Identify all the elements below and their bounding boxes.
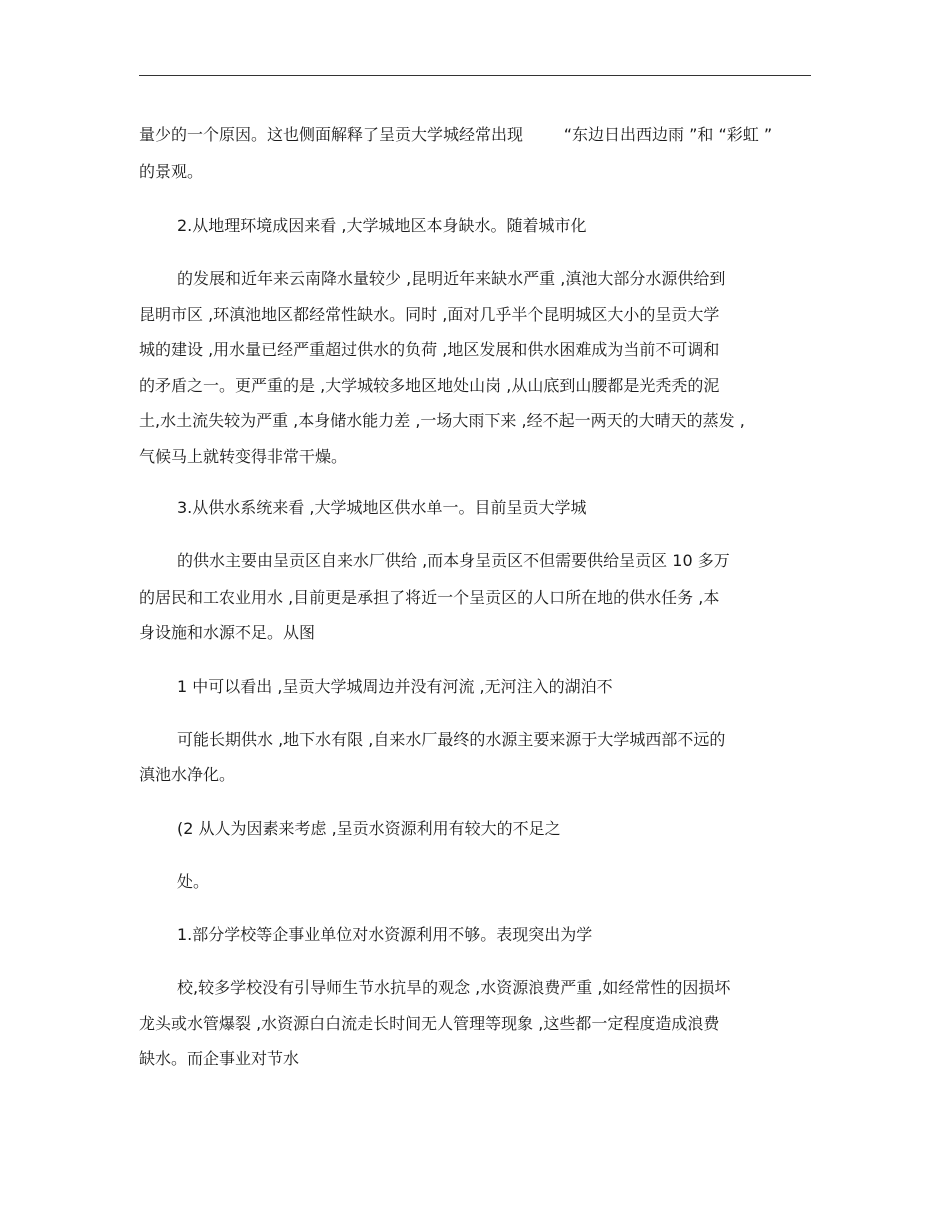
text-line: 城的建设 ,用水量已经严重超过供水的负荷 ,地区发展和供水困难成为当前不可调和 bbox=[139, 340, 720, 359]
text-line: 土,水土流失较为严重 ,本身储水能力差 ,一场大雨下来 ,经不起一两天的大晴天的蒸发 , bbox=[139, 411, 745, 430]
text-line: 1.部分学校等企事业单位对水资源利用不够。表现突出为学 bbox=[177, 925, 593, 944]
text-line: 的矛盾之一。更严重的是 ,大学城较多地区地处山岗 ,从山底到山腰都是光秃秃的泥 bbox=[139, 376, 720, 395]
text-line: (2 从人为因素来考虑 ,呈贡水资源利用有较大的不足之 bbox=[177, 819, 561, 838]
text-line: 1 中可以看出 ,呈贡大学城周边并没有河流 ,无河注入的湖泊不 bbox=[177, 677, 613, 696]
text-line: 身设施和水源不足。从图 bbox=[139, 623, 316, 642]
text-line: 的发展和近年来云南降水量较少 ,昆明近年来缺水严重 ,滇池大部分水源供给到 bbox=[177, 269, 726, 288]
text-line: 龙头或水管爆裂 ,水资源白白流走长时间无人管理等现象 ,这些都一定程度造成浪费 bbox=[139, 1014, 720, 1033]
text-line: 滇池水净化。 bbox=[139, 765, 236, 784]
text-line: 缺水。而企事业对节水 bbox=[139, 1049, 300, 1068]
text-line: 可能长期供水 ,地下水有限 ,自来水厂最终的水源主要来源于大学城西部不远的 bbox=[177, 730, 726, 749]
text-line: 校,较多学校没有引导师生节水抗旱的观念 ,水资源浪费严重 ,如经常性的因损坏 bbox=[177, 978, 731, 997]
text-line: 3.从供水系统来看 ,大学城地区供水单一。目前呈贡大学城 bbox=[177, 498, 587, 517]
text-line: 的景观。 bbox=[139, 162, 204, 181]
text-line: 的供水主要由呈贡区自来水厂供给 ,而本身呈贡区不但需要供给呈贡区 10 多万 bbox=[177, 551, 730, 570]
text-line: 的居民和工农业用水 ,目前更是承担了将近一个呈贡区的人口所在地的供水任务 ,本 bbox=[139, 588, 720, 607]
text-line: 2.从地理环境成因来看 ,大学城地区本身缺水。随着城市化 bbox=[177, 216, 587, 235]
text-line: 昆明市区 ,环滇池地区都经常性缺水。同时 ,面对几乎半个昆明城区大小的呈贡大学 bbox=[139, 305, 720, 324]
text-line: 处。 bbox=[177, 872, 210, 891]
header-rule bbox=[139, 75, 811, 76]
text-line: 气候马上就转变得非常干燥。 bbox=[139, 447, 348, 466]
text-line: 量少的一个原因。这也侧面解释了呈贡大学城经常出现 “东边日出西边雨 ”和 “彩虹 ” bbox=[139, 125, 773, 144]
